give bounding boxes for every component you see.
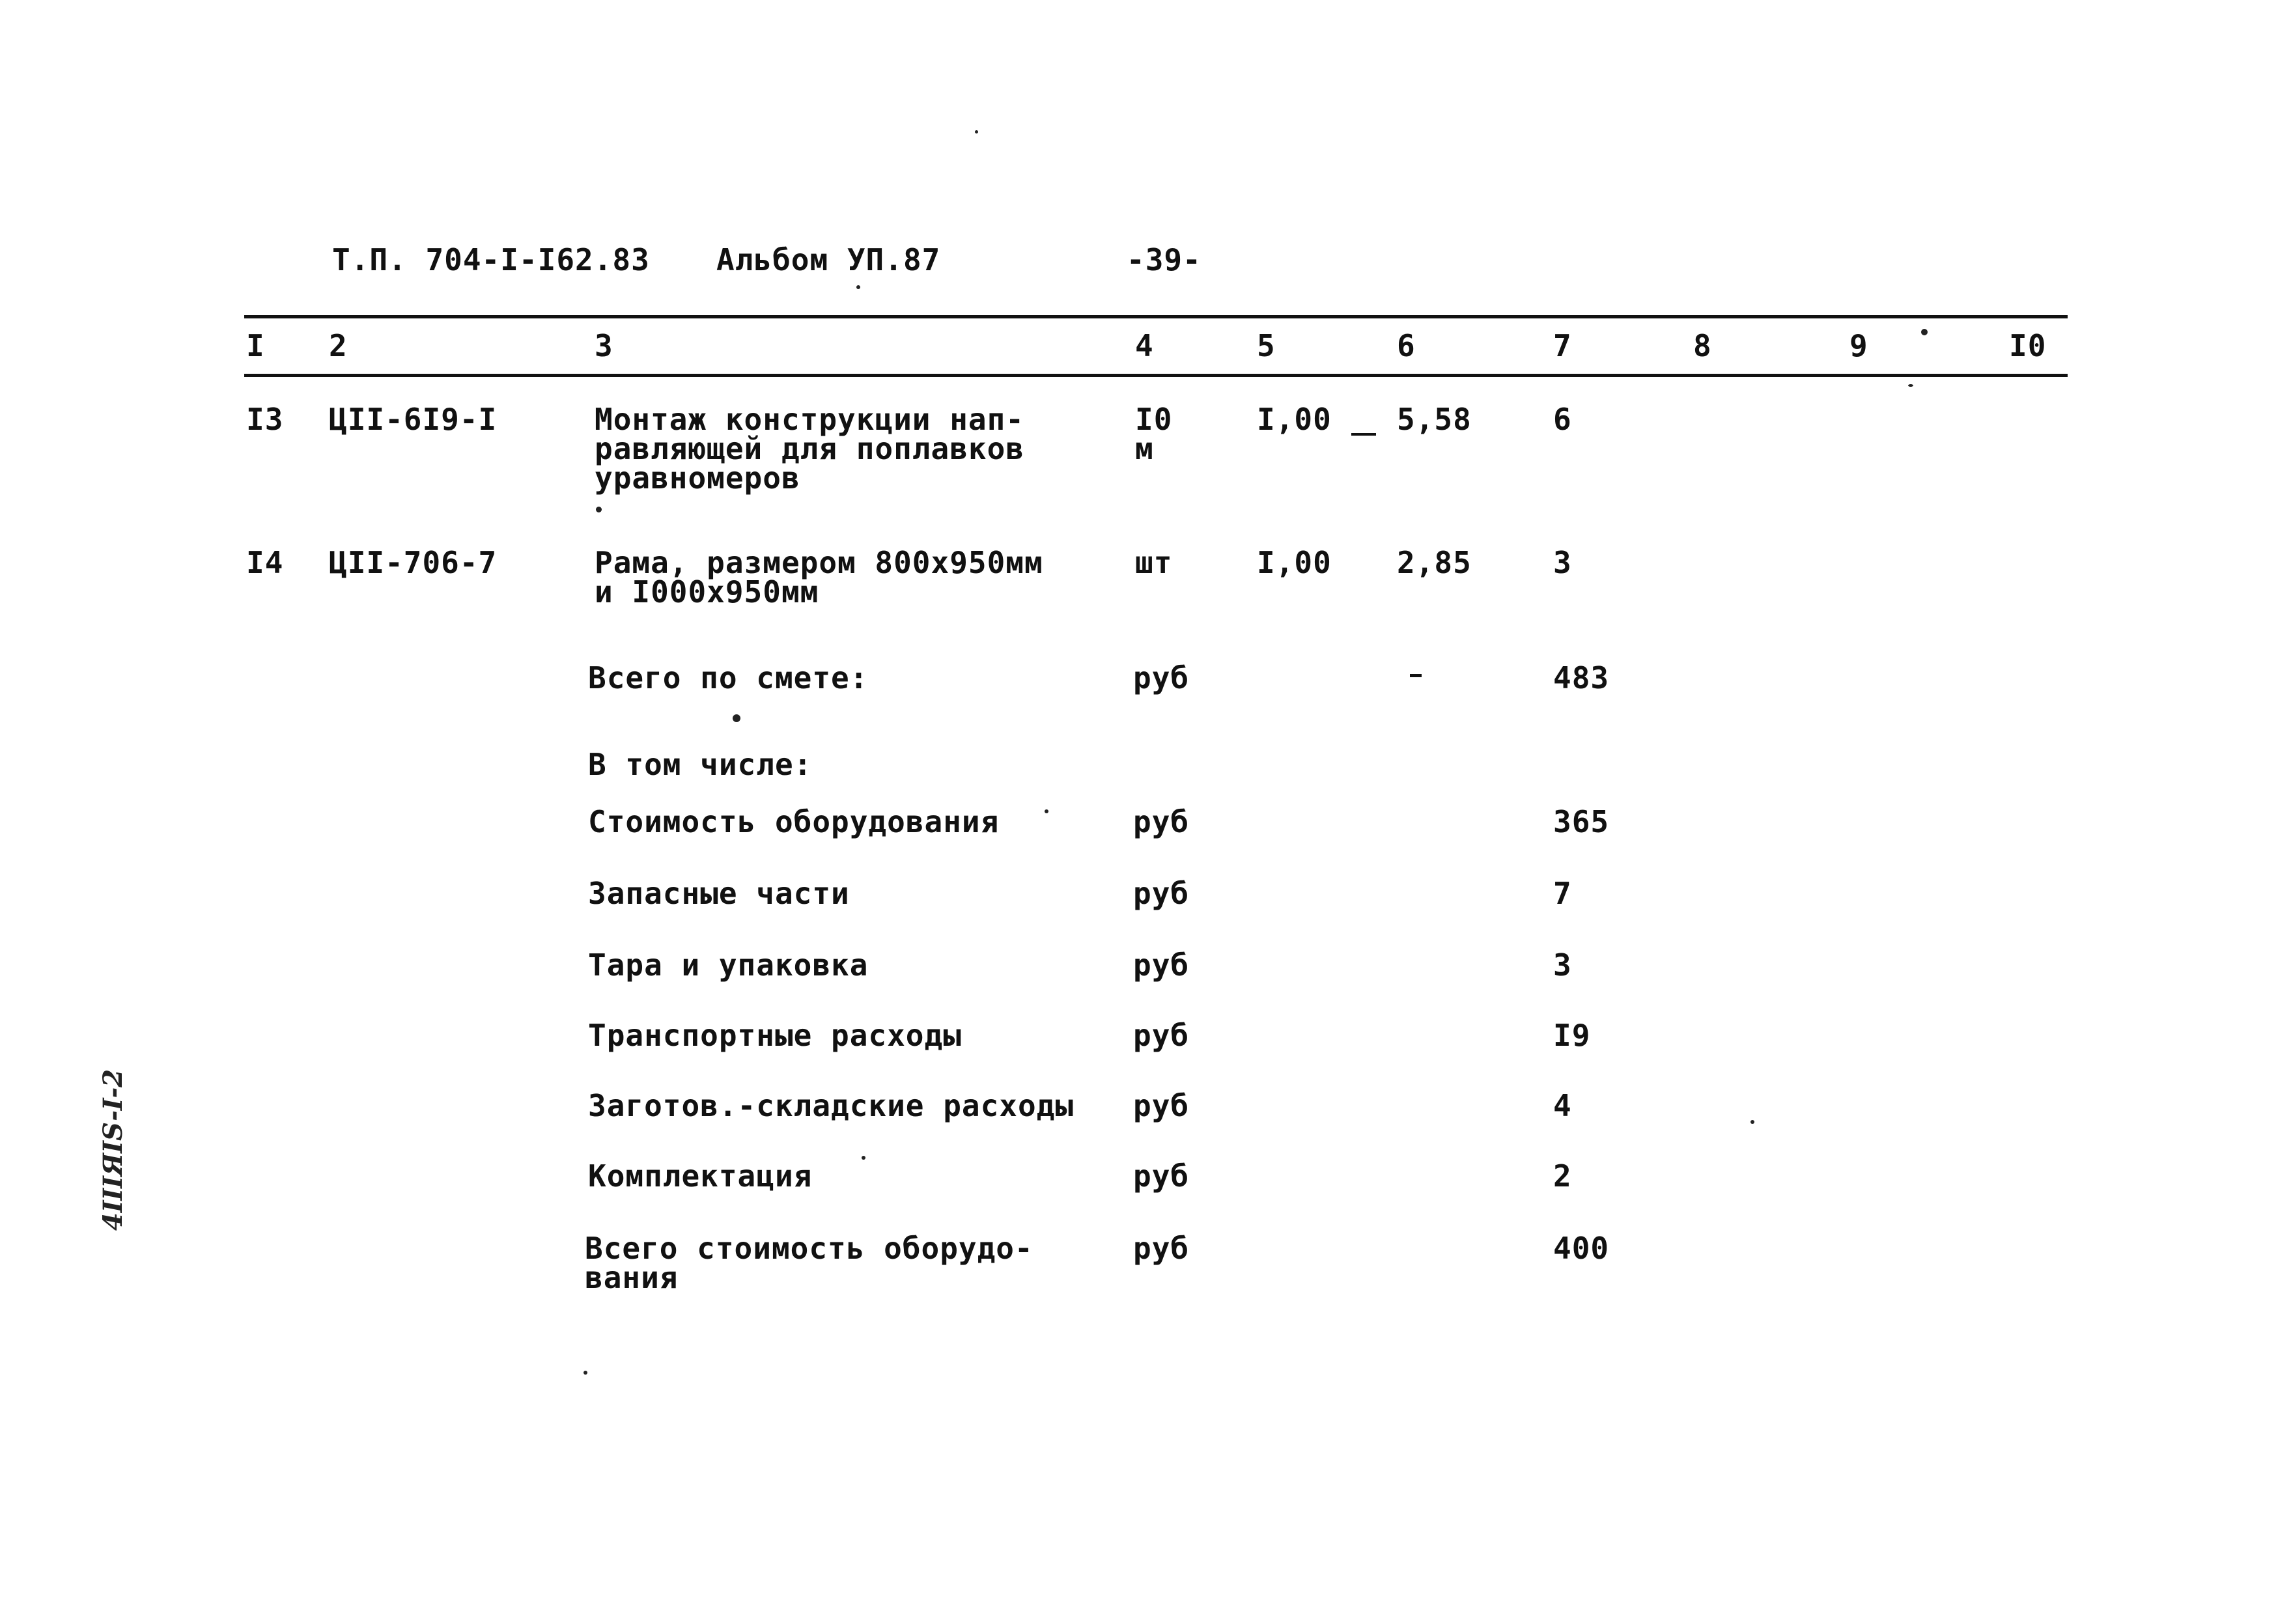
row-quantity: I,00 <box>1257 545 1332 580</box>
scan-speck <box>583 1371 587 1375</box>
row-number: I3 <box>246 402 284 437</box>
row-description-line: Рама, размером 800х950мм <box>595 545 1043 580</box>
page-number: -39- <box>1127 242 1202 277</box>
summary-item-value: 3 <box>1553 947 1572 983</box>
summary-item-label: Тара и упаковка <box>588 947 869 983</box>
equipment-total-label-line: Всего стоимость оборудо- <box>585 1231 1033 1266</box>
summary-item-unit: руб <box>1133 947 1190 983</box>
row-unit: I0 <box>1135 402 1173 437</box>
row-code: ЦII-706-7 <box>329 545 498 580</box>
row-description-line: и I000х950мм <box>595 574 819 609</box>
col-header-6: 6 <box>1397 328 1416 363</box>
row-description-line: равляющей для поплавков <box>595 431 1024 466</box>
summary-item-unit: руб <box>1133 876 1190 911</box>
scan-speck <box>1908 384 1913 387</box>
col-header-5: 5 <box>1257 328 1276 363</box>
col-header-4: 4 <box>1135 328 1154 363</box>
summary-item-label: Запасные части <box>588 876 850 911</box>
row-code: ЦII-6I9-I <box>329 402 498 437</box>
equipment-total-label-line: вания <box>585 1260 679 1295</box>
row-unit-suffix: м <box>1135 431 1154 466</box>
dash-mark <box>1410 674 1422 677</box>
summary-item-value: 365 <box>1553 804 1610 839</box>
scan-speck <box>862 1156 865 1160</box>
scan-speck <box>596 507 602 512</box>
summary-item-label: Стоимость оборудования <box>588 804 1000 839</box>
col-header-9: 9 <box>1849 328 1868 363</box>
col-header-10: I0 <box>2009 328 2047 363</box>
row-price: 5,58 <box>1397 402 1472 437</box>
summary-item-value: 4 <box>1553 1088 1572 1123</box>
summary-item-label: Транспортные расходы <box>588 1018 962 1053</box>
col-header-2: 2 <box>329 328 348 363</box>
row-quantity: I,00 <box>1257 402 1332 437</box>
summary-item-label: Комплектация <box>588 1158 813 1194</box>
scan-speck <box>1750 1120 1754 1124</box>
equipment-total-value: 400 <box>1553 1231 1610 1266</box>
row-number: I4 <box>246 545 284 580</box>
summary-item-value: 2 <box>1553 1158 1572 1194</box>
col-header-3: 3 <box>595 328 613 363</box>
doc-code: Т.П. 704-I-I62.83 <box>332 242 650 277</box>
row-description-line: Монтаж конструкции нап- <box>595 402 1024 437</box>
row-total: 6 <box>1553 402 1572 437</box>
scan-speck <box>856 285 860 289</box>
scan-speck <box>975 130 978 133</box>
equipment-total-unit: руб <box>1133 1231 1190 1266</box>
col-header-8: 8 <box>1693 328 1712 363</box>
summary-item-label: Заготов.-складские расходы <box>588 1088 1075 1123</box>
col-header-1: I <box>246 328 265 363</box>
scan-speck <box>1921 329 1928 335</box>
summary-item-value: I9 <box>1553 1018 1591 1053</box>
summary-item-unit: руб <box>1133 804 1190 839</box>
table-top-rule <box>244 315 2068 318</box>
side-archive-number: 4IIIЯIS-I-2 <box>98 1069 128 1231</box>
scan-speck <box>733 714 740 722</box>
summary-including-label: В том числе: <box>588 747 813 782</box>
summary-total-label: Всего по смете: <box>588 660 869 695</box>
dash-mark <box>1351 433 1376 436</box>
row-total: 3 <box>1553 545 1572 580</box>
summary-item-value: 7 <box>1553 876 1572 911</box>
scan-speck <box>1045 809 1048 813</box>
album-label: Альбом УП.87 <box>716 242 941 277</box>
table-header-rule <box>244 374 2068 377</box>
row-price: 2,85 <box>1397 545 1472 580</box>
summary-total-unit: руб <box>1133 660 1190 695</box>
row-unit: шт <box>1135 545 1173 580</box>
summary-item-unit: руб <box>1133 1088 1190 1123</box>
col-header-7: 7 <box>1553 328 1572 363</box>
summary-item-unit: руб <box>1133 1158 1190 1194</box>
summary-total-value: 483 <box>1553 660 1610 695</box>
summary-item-unit: руб <box>1133 1018 1190 1053</box>
row-description-line: уравномеров <box>595 460 800 496</box>
